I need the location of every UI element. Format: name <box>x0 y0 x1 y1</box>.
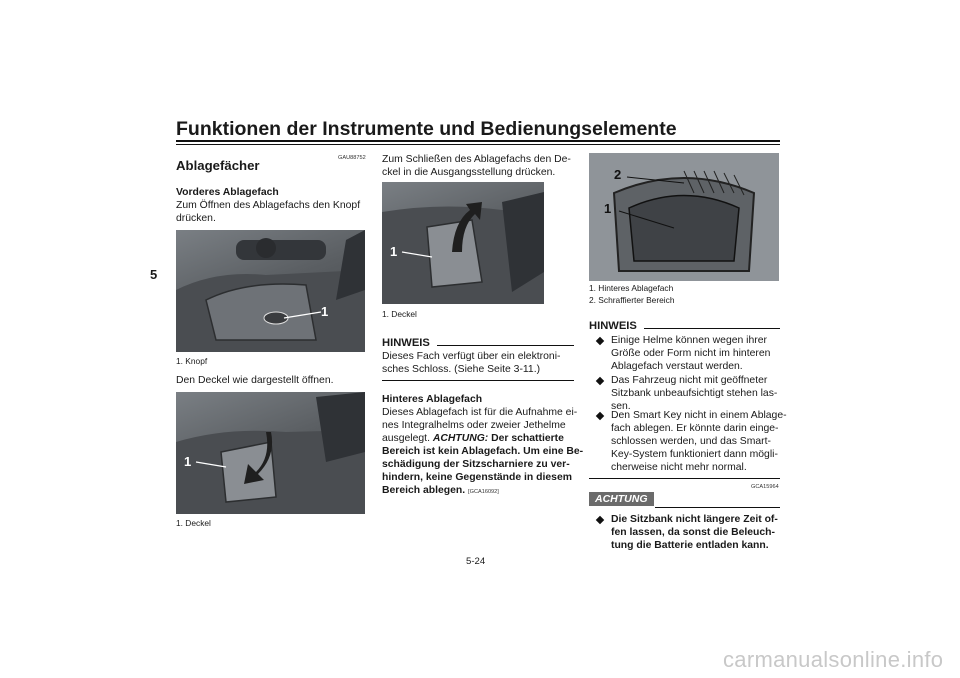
text-run: Der schattierte <box>488 433 564 444</box>
subheading-rear: Hinteres Ablagefach <box>382 394 483 405</box>
bullet-text: Sitzbank unbeaufsichtigt stehen las- <box>611 388 778 399</box>
achtung-inline: ACHTUNG: <box>432 433 489 444</box>
figure-caption: 2. Schraffierter Bereich <box>589 295 675 305</box>
achtung-code: GCA15964 <box>751 484 779 490</box>
bullet-text: Größe oder Form nicht im hinteren <box>611 348 771 359</box>
bullet-text: fach ablegen. Er könnte darin einge- <box>611 423 779 434</box>
paragraph: nes Integralhelms oder zweier Jethelme <box>382 420 566 431</box>
scooter-front-illustration <box>176 230 365 352</box>
achtung-text: Die Sitzbank nicht längere Zeit of- <box>611 514 778 525</box>
achtung-text: tung die Batterie entladen kann. <box>611 540 769 551</box>
paragraph: drücken. <box>176 213 216 224</box>
paragraph: Zum Schließen des Ablagefachs den De- <box>382 154 571 165</box>
bullet-text: Key-System funktioniert dann mögli- <box>611 449 778 460</box>
callout-number: 1 <box>390 244 398 259</box>
subheading-front: Vorderes Ablagefach <box>176 187 279 198</box>
figure-rear-storage <box>589 153 779 281</box>
scooter-lid-illustration <box>176 392 365 514</box>
hinweis-text: sches Schloss. (Siehe Seite 3-11.) <box>382 364 541 375</box>
hinweis-rule <box>644 328 780 329</box>
warning-text: schädigung der Sitzscharniere zu ver- <box>382 459 570 470</box>
callout-number: 1 <box>321 304 329 319</box>
header-rule <box>176 140 780 142</box>
hinweis-label: HINWEIS <box>589 320 637 332</box>
paragraph <box>382 432 564 445</box>
hinweis-end-rule <box>382 380 574 381</box>
paragraph: Zum Öffnen des Ablagefachs den Knopf <box>176 200 361 211</box>
figure-caption: 1. Deckel <box>382 309 417 319</box>
callout-number: 1 <box>184 454 192 469</box>
page-title: Funktionen der Instrumente und Bedienungselemente <box>176 118 677 140</box>
achtung-badge: ACHTUNG <box>589 492 654 506</box>
bullet-text: schlossen werden, und das Smart- <box>611 436 771 447</box>
bullet-text: Einige Helme können wegen ihrer <box>611 335 767 346</box>
text-run: Bereich ablegen. <box>382 485 466 496</box>
hinweis-end-rule <box>589 478 780 479</box>
figure-caption: 1. Hinteres Ablagefach <box>589 283 674 293</box>
bullet-icon <box>596 377 604 385</box>
achtung-rule <box>655 507 780 508</box>
bullet-icon <box>596 337 604 345</box>
warning-text <box>382 484 499 499</box>
bullet-text: cherweise nicht mehr normal. <box>611 462 747 473</box>
paragraph: Den Deckel wie dargestellt öffnen. <box>176 375 334 386</box>
bullet-text: Den Smart Key nicht in einem Ablage- <box>611 410 787 421</box>
hinweis-text: Dieses Fach verfügt über ein elektroni- <box>382 351 561 362</box>
warning-code: [GCA16092] <box>468 489 499 495</box>
hinweis-label: HINWEIS <box>382 337 430 349</box>
bullet-text: Das Fahrzeug nicht mit geöffneter <box>611 375 768 386</box>
section-code: GAU88752 <box>338 155 366 161</box>
scooter-lid-close-illustration <box>382 182 544 304</box>
warning-text: hindern, keine Gegenstände in diesem <box>382 472 572 483</box>
figure-caption: 1. Knopf <box>176 356 208 366</box>
achtung-text: fen lassen, da sonst die Beleuch- <box>611 527 775 538</box>
bullet-text: sen. <box>611 401 631 412</box>
chapter-tab: 5 <box>150 267 158 282</box>
page-number: 5-24 <box>466 556 486 567</box>
paragraph: Dieses Ablagefach ist für die Aufnahme ei- <box>382 407 578 418</box>
watermark: carmanualsonline.info <box>723 647 944 672</box>
figure-lid-close <box>382 182 544 304</box>
figure-lid-open <box>176 392 365 514</box>
text-run: ausgelegt. <box>382 433 433 444</box>
figure-knob <box>176 230 365 352</box>
callout-number: 2 <box>614 167 622 182</box>
callout-number: 1 <box>604 201 612 216</box>
bullet-icon <box>596 516 604 524</box>
bullet-icon <box>596 412 604 420</box>
header-rule-thin <box>176 144 780 145</box>
figure-caption: 1. Deckel <box>176 518 211 528</box>
section-title: Ablagefächer <box>176 158 260 173</box>
bullet-text: Ablagefach verstaut werden. <box>611 361 743 372</box>
paragraph: ckel in die Ausgangsstellung drücken. <box>382 167 556 178</box>
warning-text: Bereich ist kein Ablagefach. Um eine Be- <box>382 446 584 457</box>
hinweis-rule <box>437 345 574 346</box>
